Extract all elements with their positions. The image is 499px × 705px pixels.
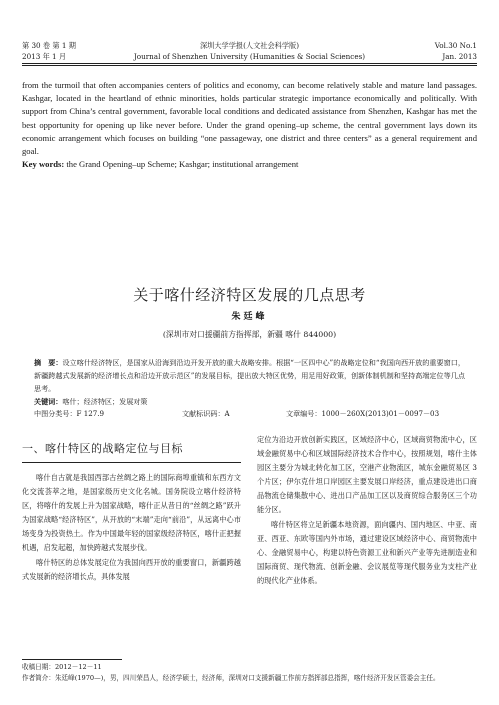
chinese-keywords — [34, 395, 465, 408]
chinese-keywords-label: 关键词： — [34, 397, 63, 406]
left-column — [22, 442, 241, 584]
english-abstract — [22, 79, 477, 171]
english-keywords — [22, 158, 477, 171]
issue-info-en — [435, 40, 477, 62]
volume-issue: 第 30 卷 第 1 期 — [22, 41, 76, 50]
journal-name-en: Journal of Shenzhen University (Humanities & Social Sciences) — [133, 52, 366, 61]
footnote-rule — [22, 659, 122, 660]
volume-issue-en: Vol.30 No.1 — [434, 41, 477, 50]
header-rule — [22, 63, 477, 64]
chinese-abstract-label: 摘 要： — [34, 358, 63, 367]
footnote — [22, 659, 477, 683]
journal-name — [22, 40, 477, 62]
journal-name-cn: 深圳大学学报(人文社会科学版) — [199, 41, 300, 50]
english-keywords-label: Key words: — [22, 159, 65, 170]
section-rule — [22, 462, 241, 463]
english-abstract-text: from the turmoil that often accompanies centers of politics and economy, can become relatively stable and mature land passages. Kashgar, located in the heartland of ethnic minorities, holds particular strategic importance economically and politically. With support from China’s central government, favorable local conditions and dedicated assistance from Shenzhen, Kashgar has met the best opportunity for opening up like never before. Under the grand opening–up scheme, the central government lays down its economic arrangement which focuses on building “one passageway, one district and three centers” as a general requirement and goal. — [22, 80, 477, 157]
header-rule-thin — [22, 65, 477, 66]
issue-date: 2013 年 1 月 — [22, 52, 67, 61]
chinese-abstract-text — [34, 356, 465, 395]
chinese-abstract-body: 设立喀什经济特区，是国家从沿海到沿边开发开放的重大战略安排。根据“一区四中心”的战略定位和“我国向西开放的重要窗口，新疆跨越式发展新的经济增长点和沿边开放示范区”的发展目标，提出放大特区优势，用足用好政策，创新体制机制和坚持高端定位等几点思考。 — [34, 358, 465, 393]
issue-date-en: Jan. 2013 — [442, 52, 477, 61]
section-paragraph-2: 喀什特区的总体发展定位为我国向西开放的重要窗口，新疆跨越式发展新的经济增长点，具体发展 — [22, 557, 241, 581]
article-title: 关于喀什经济特区发展的几点思考 — [133, 286, 366, 304]
chinese-keywords-text: 喀什；经济特区；发展对策 — [62, 397, 148, 406]
english-keywords-text: the Grand Opening–up Scheme; Kashgar; institutional arrangement — [66, 159, 299, 170]
author-bio: 作者简介：朱廷峰(1970—)，男，四川荣昌人，经济学硕士，经济师，深圳对口支援新疆工作前方指挥部总指挥，喀什经济开发区管委会主任。 — [22, 673, 440, 682]
received-date: 收稿日期：2012－12－11 — [22, 663, 102, 671]
author-affiliation: (深圳市对口援疆前方指挥部，新疆 喀什 844000) — [162, 330, 337, 339]
clc-number: 中图分类号：F 127.9 — [34, 409, 105, 418]
section-heading: 一、喀什特区的战略定位与目标 — [22, 442, 183, 455]
document-code: 文献标识码：A — [182, 409, 230, 418]
section-paragraph-1: 喀什自古就是我国西部古丝绸之路上的国际商埠重镇和东西方文化交流荟萃之地，是国家级历史文化名城。国务院设立喀什经济特区，将喀什的发展上升为国家战略，喀什正从昔日的“丝绸之路”跃升为国家战略“经济特区”，从开放的“末端”走向“前沿”，从远离中心市场变身为投资热土。作为中国最年轻的国家级经济特区，喀什正把握机遇，启发起超，加快跨越式发展步伐。 — [22, 473, 241, 553]
right-paragraph-1: 定位为沿边开放创新实践区，区域经济中心，区域商贸物流中心，区域金融贸易中心和区域国际经济技术合作中心，按照规划，喀什主体园区主要分为城北转化加工区，空港产业物流区，城东金融贸易区 3 个片区；伊尔克什坦口岸园区主要发展口岸经济，重点建设进出口商品物流仓储集散中心、进出口产品加工区以及商贸综合服务区三个功能分区。 — [257, 435, 477, 515]
article-author: 朱廷峰 — [231, 312, 268, 322]
right-paragraph-2: 喀什特区将立足新疆本地资源，面向疆内、国内地区、中亚、南亚、西亚、东欧等国内外市场，通过建设区域经济中心、商贸物流中心、金融贸易中心，构建以特色资源工业和新兴产业等先进制造业和国际商贸、现代物流、创新金融、会议展览等现代服务业为支柱产业的现代化产业体系。 — [257, 519, 477, 585]
chinese-abstract — [34, 356, 465, 408]
right-column — [257, 433, 477, 588]
article-number: 文章编号：1000－260X(2013)01－0097－03 — [286, 409, 440, 418]
journal-header — [22, 40, 477, 66]
